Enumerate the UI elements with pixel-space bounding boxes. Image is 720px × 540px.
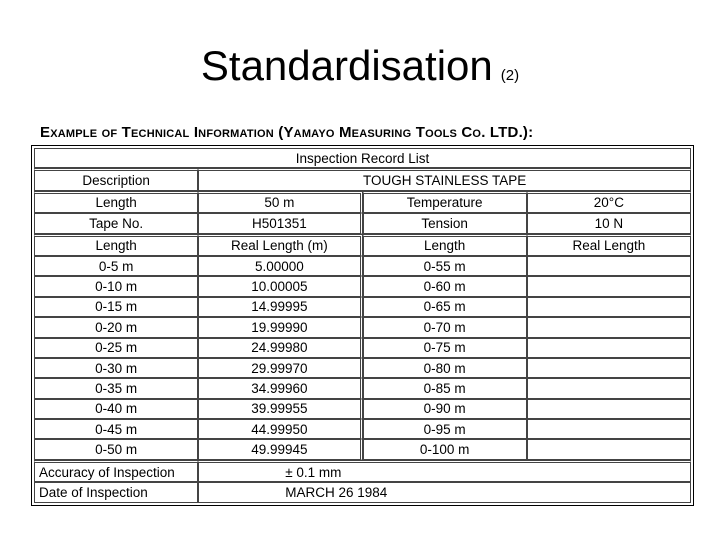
date-row xyxy=(34,482,691,502)
temperature-value: 20°C xyxy=(527,191,691,213)
table-row xyxy=(34,378,691,398)
real-length-cell: 24.99980 xyxy=(198,338,362,358)
real-length-cell xyxy=(527,338,691,358)
length-cell: 0-95 m xyxy=(363,419,527,439)
tension-label: Tension xyxy=(363,213,527,233)
length-label: Length xyxy=(34,191,198,213)
table-row xyxy=(34,439,691,459)
column-header: Length xyxy=(34,234,198,256)
real-length-cell: 19.99990 xyxy=(198,317,362,337)
length-cell: 0-30 m xyxy=(34,358,198,378)
accuracy-row xyxy=(34,460,691,482)
real-length-cell xyxy=(527,256,691,276)
description-value: TOUGH STAINLESS TAPE xyxy=(198,168,691,190)
column-header-row xyxy=(34,234,691,256)
length-value: 50 m xyxy=(198,191,362,213)
length-cell: 0-40 m xyxy=(34,399,198,419)
length-cell: 0-60 m xyxy=(363,276,527,296)
length-cell: 0-80 m xyxy=(363,358,527,378)
inspection-record-table xyxy=(31,145,694,506)
length-cell: 0-25 m xyxy=(34,338,198,358)
real-length-cell xyxy=(527,439,691,459)
real-length-cell xyxy=(527,317,691,337)
slide-title-text: Standardisation xyxy=(200,42,493,89)
table-row xyxy=(34,419,691,439)
length-cell: 0-65 m xyxy=(363,297,527,317)
real-length-cell xyxy=(527,399,691,419)
length-temperature-row xyxy=(34,191,691,213)
length-cell: 0-100 m xyxy=(363,439,527,459)
table-title: Inspection Record List xyxy=(34,148,691,168)
real-length-cell xyxy=(527,378,691,398)
accuracy-value: ± 0.1 mm xyxy=(198,460,691,482)
length-cell: 0-20 m xyxy=(34,317,198,337)
table-title-row xyxy=(34,148,691,168)
table-row xyxy=(34,256,691,276)
slide-title-suffix: (2) xyxy=(500,67,520,84)
real-length-cell xyxy=(527,276,691,296)
real-length-cell: 49.99945 xyxy=(198,439,362,459)
accuracy-label: Accuracy of Inspection xyxy=(34,460,198,482)
real-length-cell: 5.00000 xyxy=(198,256,362,276)
tape-tension-row xyxy=(34,213,691,233)
column-header: Real Length (m) xyxy=(198,234,362,256)
description-row xyxy=(34,168,691,190)
length-cell: 0-50 m xyxy=(34,439,198,459)
real-length-cell: 14.99995 xyxy=(198,297,362,317)
length-cell: 0-5 m xyxy=(34,256,198,276)
tape-no-value: H501351 xyxy=(198,213,362,233)
real-length-cell: 10.00005 xyxy=(198,276,362,296)
length-cell: 0-70 m xyxy=(363,317,527,337)
date-label: Date of Inspection xyxy=(34,482,198,502)
table-row xyxy=(34,358,691,378)
real-length-cell: 29.99970 xyxy=(198,358,362,378)
description-label: Description xyxy=(34,168,198,190)
column-header: Real Length xyxy=(527,234,691,256)
length-cell: 0-90 m xyxy=(363,399,527,419)
length-cell: 0-45 m xyxy=(34,419,198,439)
table-row xyxy=(34,297,691,317)
real-length-cell xyxy=(527,358,691,378)
real-length-cell xyxy=(527,297,691,317)
length-cell: 0-75 m xyxy=(363,338,527,358)
length-cell: 0-15 m xyxy=(34,297,198,317)
table-row xyxy=(34,317,691,337)
column-header: Length xyxy=(363,234,527,256)
temperature-label: Temperature xyxy=(363,191,527,213)
length-cell: 0-55 m xyxy=(363,256,527,276)
length-cell: 0-10 m xyxy=(34,276,198,296)
table-row xyxy=(34,276,691,296)
tape-no-label: Tape No. xyxy=(34,213,198,233)
table-row xyxy=(34,338,691,358)
tension-value: 10 N xyxy=(527,213,691,233)
real-length-cell: 44.99950 xyxy=(198,419,362,439)
real-length-cell: 39.99955 xyxy=(198,399,362,419)
slide-title xyxy=(0,38,720,104)
length-cell: 0-35 m xyxy=(34,378,198,398)
table-row xyxy=(34,399,691,419)
real-length-cell: 34.99960 xyxy=(198,378,362,398)
length-cell: 0-85 m xyxy=(363,378,527,398)
real-length-cell xyxy=(527,419,691,439)
table-caption: Example of Technical Information (Yamayo Measuring Tools Co. LTD.): xyxy=(40,124,534,141)
date-value: MARCH 26 1984 xyxy=(198,482,691,502)
